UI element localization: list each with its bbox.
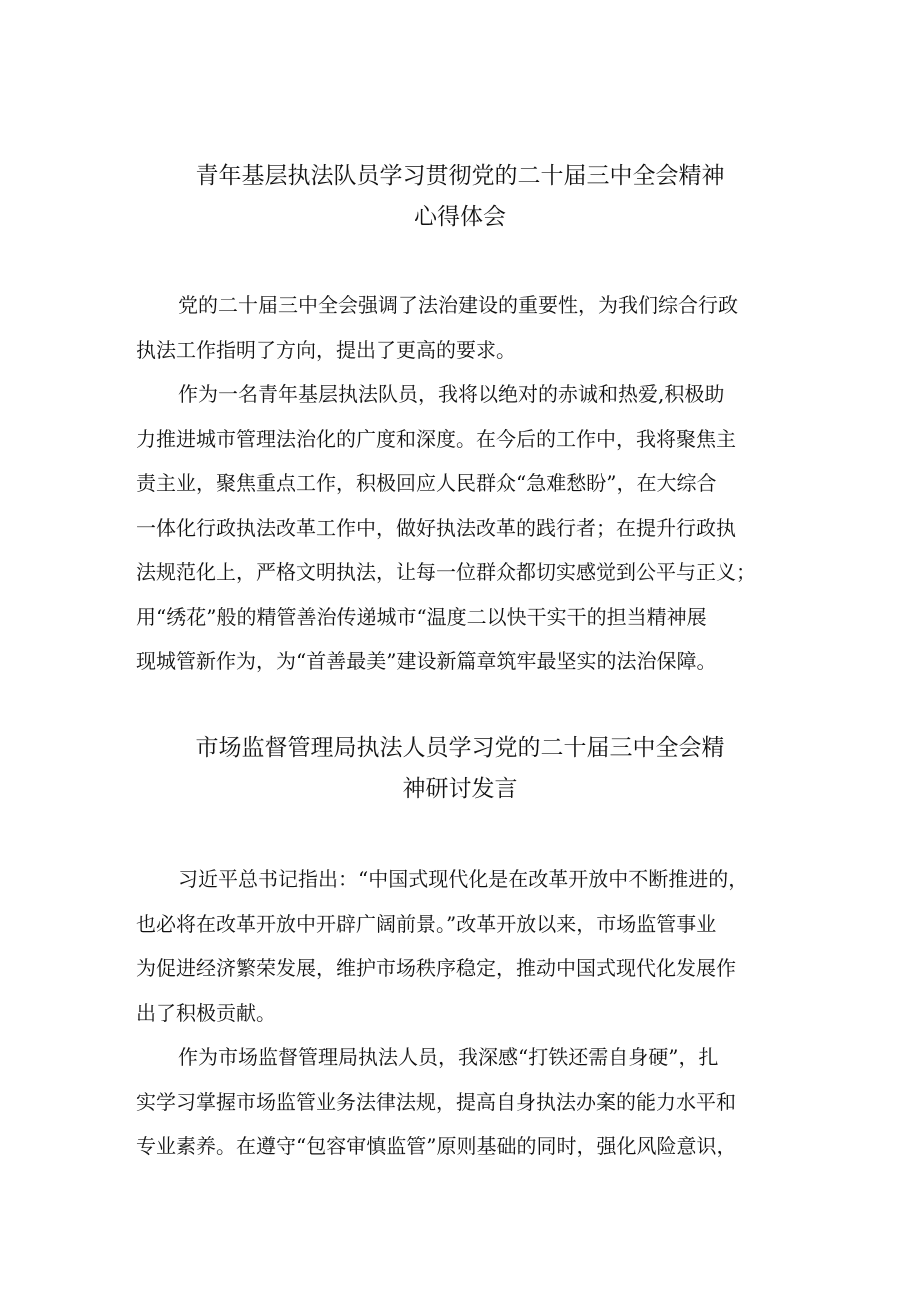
article2-paragraph <box>136 1035 790 1169</box>
text-line: 也必将在改革开放中开辟广阔前景。”改革开放以来，市场监管事业 <box>136 911 717 936</box>
text-line: 党的二十届三中全会强调了法治建设的重要性，为我们综合行政 <box>178 293 738 317</box>
article2-title <box>120 728 800 810</box>
article2-title-line: 市场监督管理局执法人员学习党的二十届三中全会精 <box>195 735 725 761</box>
text-line: 实学习掌握市场监管业务法律法规，提高自身执法办案的能力水平和 <box>136 1089 736 1114</box>
text-line: 出了积极贡献。 <box>136 1000 276 1025</box>
text-line: 专业素养。在遵守“包容审慎监管”原则基础的同时，强化风险意识， <box>136 1134 737 1158</box>
article1-paragraph <box>136 372 790 684</box>
text-line: 作为市场监督管理局执法人员，我深感“打铁还需自身硬”，扎 <box>178 1045 719 1069</box>
article2-paragraph <box>136 857 790 1035</box>
text-line: 一体化行政执法改革工作中，做好执法改革的践行者；在提升行政执 <box>136 515 736 540</box>
article2-title-line: 神研讨发言 <box>402 776 518 802</box>
article1-title-line: 青年基层执法队员学习贯彻党的二十届三中全会精神 <box>195 163 725 189</box>
text-line: 执法工作指明了方向，提出了更高的要求。 <box>136 337 516 362</box>
text-line: 作为一名青年基层执法队员，我将以绝对的赤诚和热爱,积极助 <box>178 382 725 406</box>
article1-paragraph <box>136 283 790 372</box>
text-line: 力推进城市管理法治化的广度和深度。在今后的工作中，我将聚焦主 <box>136 426 736 451</box>
text-line: 为促进经济繁荣发展，维护市场秩序稳定，推动中国式现代化发展作 <box>136 956 736 980</box>
text-line: 法规范化上，严格文明执法，让每一位群众都切实感觉到公平与正义； <box>136 560 756 584</box>
article1-title-line: 心得体会 <box>414 204 506 230</box>
text-line: 责主业，聚焦重点工作，积极回应人民群众“急难愁盼”，在大综合 <box>136 471 717 495</box>
article1-title <box>120 156 800 238</box>
text-line: 习近平总书记指出：“中国式现代化是在改革开放中不断推进的， <box>178 867 749 891</box>
text-line: 用“绣花”般的精管善治传递城市“温度二以快干实干的担当精神展 <box>136 604 707 629</box>
text-line: 现城管新作为，为“首善最美”建设新篇章筑牢最坚实的法治保障。 <box>136 649 717 673</box>
